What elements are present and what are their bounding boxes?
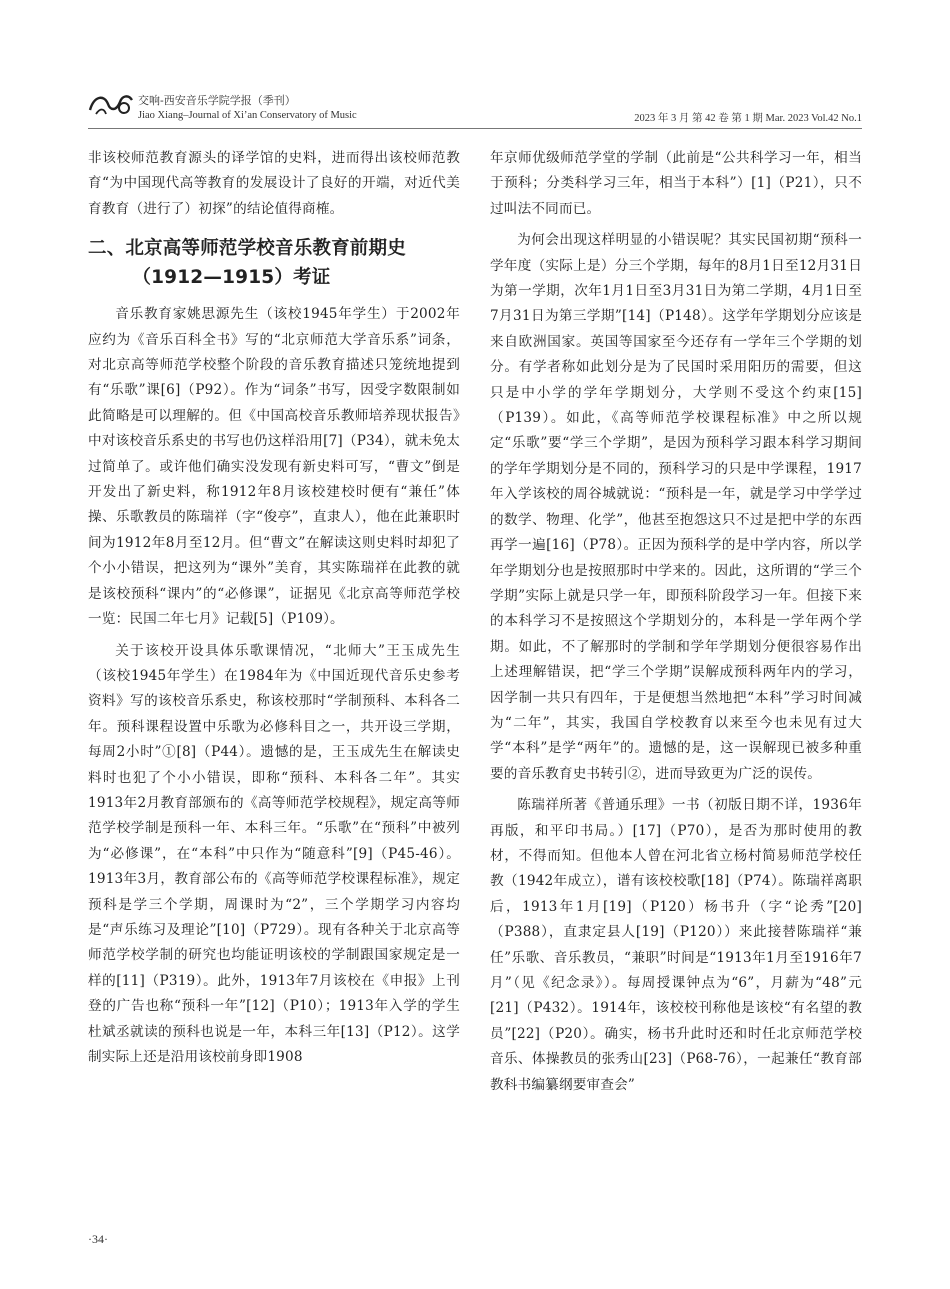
- paragraph: 陈瑞祥所著《普通乐理》一书（初版日期不详，1936年再版，和平印书局。）[17]（P70），是否为那时使用的教材，不得而知。但他本人曾在河北省立杨村简易师范学校任教（1942年成立），谱有该校校歌[18]（P74）。陈瑞祥离职后，1913年1月[19]（P120）杨书升（字“论秀”[20]（P388），直隶定县人[19]（P120））来此接替陈瑞祥“兼任”乐歌、音乐教员，“兼职”时间是“1913年1月至1916年7月”（见《纪念录》）。每周授课钟点为“6”，月薪为“48”元[21]（P432）。1914年，该校校刊称他是该校“有名望的教员”[22]（P20）。确实，杨书升此时还和时任北京师范学校音乐、体操教员的张秀山[23]（P68-76），一起兼任“教育部教科书编纂纲要审查会”: [490, 797, 862, 1093]
- section-heading: [88, 234, 460, 292]
- page-number: ·34·: [88, 1232, 108, 1246]
- section-heading-line2: （1912—1915）考证: [132, 267, 331, 289]
- journal-title-en: Jiao Xiang–Journal of Xi’an Conservatory of Music: [138, 110, 357, 121]
- section-heading-line1: 二、北京高等师范学校音乐教育前期史: [88, 238, 406, 260]
- paragraph: 年京师优级师范学堂的学制（此前是“公共科学习一年，相当于预科；分类科学习三年，相当于本科”）[1]（P21），只不过叫法不同而已。: [490, 150, 862, 217]
- header-divider: [88, 128, 862, 129]
- journal-title-cn: 交响-西安音乐学院学报（季刊）: [138, 94, 296, 107]
- issue-info: 2023 年 3 月 第 42 卷 第 1 期 Mar. 2023 Vol.42 No.1: [634, 113, 862, 124]
- paragraph: 关于该校开设具体乐歌课情况，“北师大”王玉成先生（该校1945年学生）在1984年为《中国近现代音乐史参考资料》写的该校音乐系史，称该校那时“学制预科、本科各二年。预科课程设置中乐歌为必修科目之一，共开设三学期，每周2小时”①[8]（P44）。遗憾的是，王玉成先生在解读史料时也犯了个小小错误，即称“预科、本科各二年”。其实1913年2月教育部颁布的《高等师范学校规程》，规定高等师范学校学制是预科一年、本科三年。“乐歌”在“预科”中被列为“必修课”，在“本科”中只作为“随意科”[9]（P45-46）。1913年3月，教育部公布的《高等师范学校课程标准》，规定预科是学三个学期，周课时为“2”，三个学期学习内容均是“声乐练习及理论”[10]（P729）。现有各种关于北京高等师范学校学制的研究也均能证明该校的学制跟国家规定是一样的[11]（P319）。此外，1913年7月该校在《申报》上刊登的广告也称“预科一年”[12]（P10）；1913年入学的学生杜斌丞就读的预科也说是一年，本科三年[13]（P12）。这学制实际上还是沿用该校前身即1908: [88, 642, 460, 1065]
- paragraph: 音乐教育家姚思源先生（该校1945年学生）于2002年应约为《音乐百科全书》写的“北京师范大学音乐系”词条，对北京高等师范学校整个阶段的音乐教育描述只笼统地提到有“乐歌”课[6]（P92）。作为“词条”书写，因受字数限制如此简略是可以理解的。但《中国高校音乐教师培养现状报告》中对该校音乐系史的书写也仍这样沿用[7]（P34），就未免太过简单了。或许他们确实没发现有新史料可写，“曹文”倒是开发出了新史料，称1912年8月该校建校时便有“兼任”体操、乐歌教员的陈瑞祥（字“俊亭”，直隶人），他在此兼职时间为1912年8月至12月。但“曹文”在解读这则史料时却犯了个小小错误，把这列为“课外”美育，其实陈瑞祥在此教的就是该校预科“课内”的“必修课”，证据见《北京高等师范学校一览：民国二年七月》记载[5]（P109）。: [88, 306, 460, 628]
- left-column: [88, 146, 460, 1070]
- journal-logo-icon: [88, 90, 134, 118]
- right-column: [490, 146, 862, 1098]
- page-header: [88, 82, 862, 126]
- paragraph: 为何会出现这样明显的小错误呢？其实民国初期“预科一学年度（实际上是）分三个学期，每年的8月1日至12月31日为第一学期，次年1月1日至3月31日为第二学期，4月1日至7月31日为第三学期”[14]（P148）。这学年学期划分应该是来自欧洲国家。英国等国家至今还存有一学年三个学期的划分。有学者称如此划分是为了民国时采用阳历的需要，但这只是中小学的学年学期划分，大学则不受这个约束[15]（P139）。如此，《高等师范学校课程标准》中之所以规定“乐歌”要“学三个学期”，是因为预科学习跟本科学习期间的学年学期划分是不同的，预科学习的只是中学课程，1917年入学该校的周谷城就说：“预科是一年，就是学习中学学过的数学、物理、化学”，他甚至抱怨这只不过是把中学的东西再学一遍[16]（P78）。正因为预科学的是中学内容，所以学年学期划分也是按照那时中学来的。因此，这所谓的“学三个学期”实际上就是只学一年，即预科阶段学习一年。但接下来的本科学习不是按照这个学期划分的，本科是一学年两个学期。如此，不了解那时的学制和学年学期划分便很容易作出上述理解错误，把“学三个学期”误解成预科两年内的学习，因学制一共只有四年，于是便想当然地把“本科”学习时间减为“二年”，其实，我国自学校教育以来至今也未见有过大学“本科”是学“两年”的。遗憾的是，这一误解现已被多种重要的音乐教育史书转引②，进而导致更为广泛的误传。: [490, 232, 862, 782]
- paragraph: 非该校师范教育源头的译学馆的史料，进而得出该校师范教育“为中国现代高等教育的发展设计了良好的开端，对近代美育教育（进行了）初探”的结论值得商榷。: [88, 150, 460, 217]
